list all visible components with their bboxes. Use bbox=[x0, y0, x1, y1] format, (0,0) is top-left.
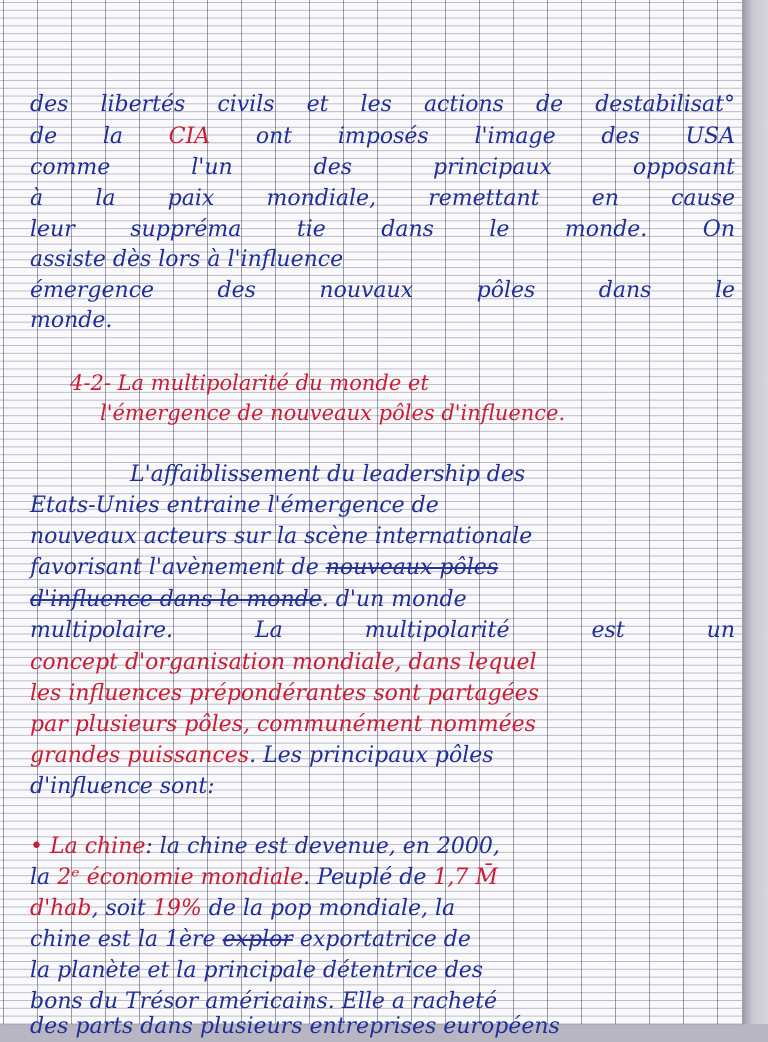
text-line: à la paix mondiale, remettant en cause bbox=[30, 186, 735, 211]
text-line: les influences prépondérantes sont partagées bbox=[30, 681, 539, 706]
text-line: favorisant l'avènement de nouveaux pôles bbox=[30, 555, 499, 580]
struck-text: nouveaux pôles bbox=[325, 555, 499, 580]
text-line: nouveaux acteurs sur la scène internationale bbox=[30, 524, 533, 549]
text-line: des libertés civils et les actions de destabilisat° bbox=[30, 92, 735, 117]
section-heading: 4-2- La multipolarité du monde et bbox=[70, 371, 429, 395]
text-line: chine est la 1ère explor exportatrice de bbox=[30, 927, 471, 952]
text-line: monde. bbox=[30, 308, 113, 333]
text-line: concept d'organisation mondiale, dans lequel bbox=[30, 650, 537, 675]
text-line: des parts dans plusieurs entreprises européens bbox=[30, 1014, 560, 1039]
highlight-cia: CIA bbox=[168, 124, 211, 149]
text-line: grandes puissances. Les principaux pôles bbox=[30, 743, 494, 768]
text-line: d'influence dans le monde. d'un monde bbox=[30, 587, 467, 612]
text-line: • La chine: la chine est devenue, en 2000, bbox=[30, 834, 500, 859]
bullet-la-chine: • La chine bbox=[30, 834, 146, 859]
text-line: leur suppréma tie dans le monde. On bbox=[30, 217, 735, 242]
text-line: la planète et la principale détentrice des bbox=[30, 958, 484, 983]
text-line: comme l'un des principaux opposant bbox=[30, 155, 735, 180]
text-line: la 2ᵉ économie mondiale. Peuplé de 1,7 M̄ bbox=[30, 865, 498, 890]
text-line: Etats-Unies entraine l'émergence de bbox=[30, 493, 439, 518]
text-line: d'hab, soit 19% de la pop mondiale, la bbox=[30, 896, 456, 921]
text-line: de la CIA ont imposés l'image des USA bbox=[30, 124, 736, 149]
text-line: d'influence sont: bbox=[30, 774, 215, 799]
section-heading: l'émergence de nouveaux pôles d'influence. bbox=[100, 401, 566, 425]
struck-text: d'influence dans le monde bbox=[30, 587, 322, 612]
text-line: bons du Trésor américains. Elle a racheté bbox=[30, 989, 498, 1014]
struck-text: explor bbox=[222, 927, 293, 952]
page-edge-shadow bbox=[742, 0, 768, 1024]
text-line: multipolaire. La multipolarité est un bbox=[30, 618, 735, 643]
text-line: émergence des nouvaux pôles dans le bbox=[30, 278, 735, 303]
text-line: L'affaiblissement du leadership des bbox=[130, 462, 526, 487]
text-line: assiste dès lors à l'influence bbox=[30, 247, 344, 272]
text-line: par plusieurs pôles, communément nommées bbox=[30, 712, 536, 737]
